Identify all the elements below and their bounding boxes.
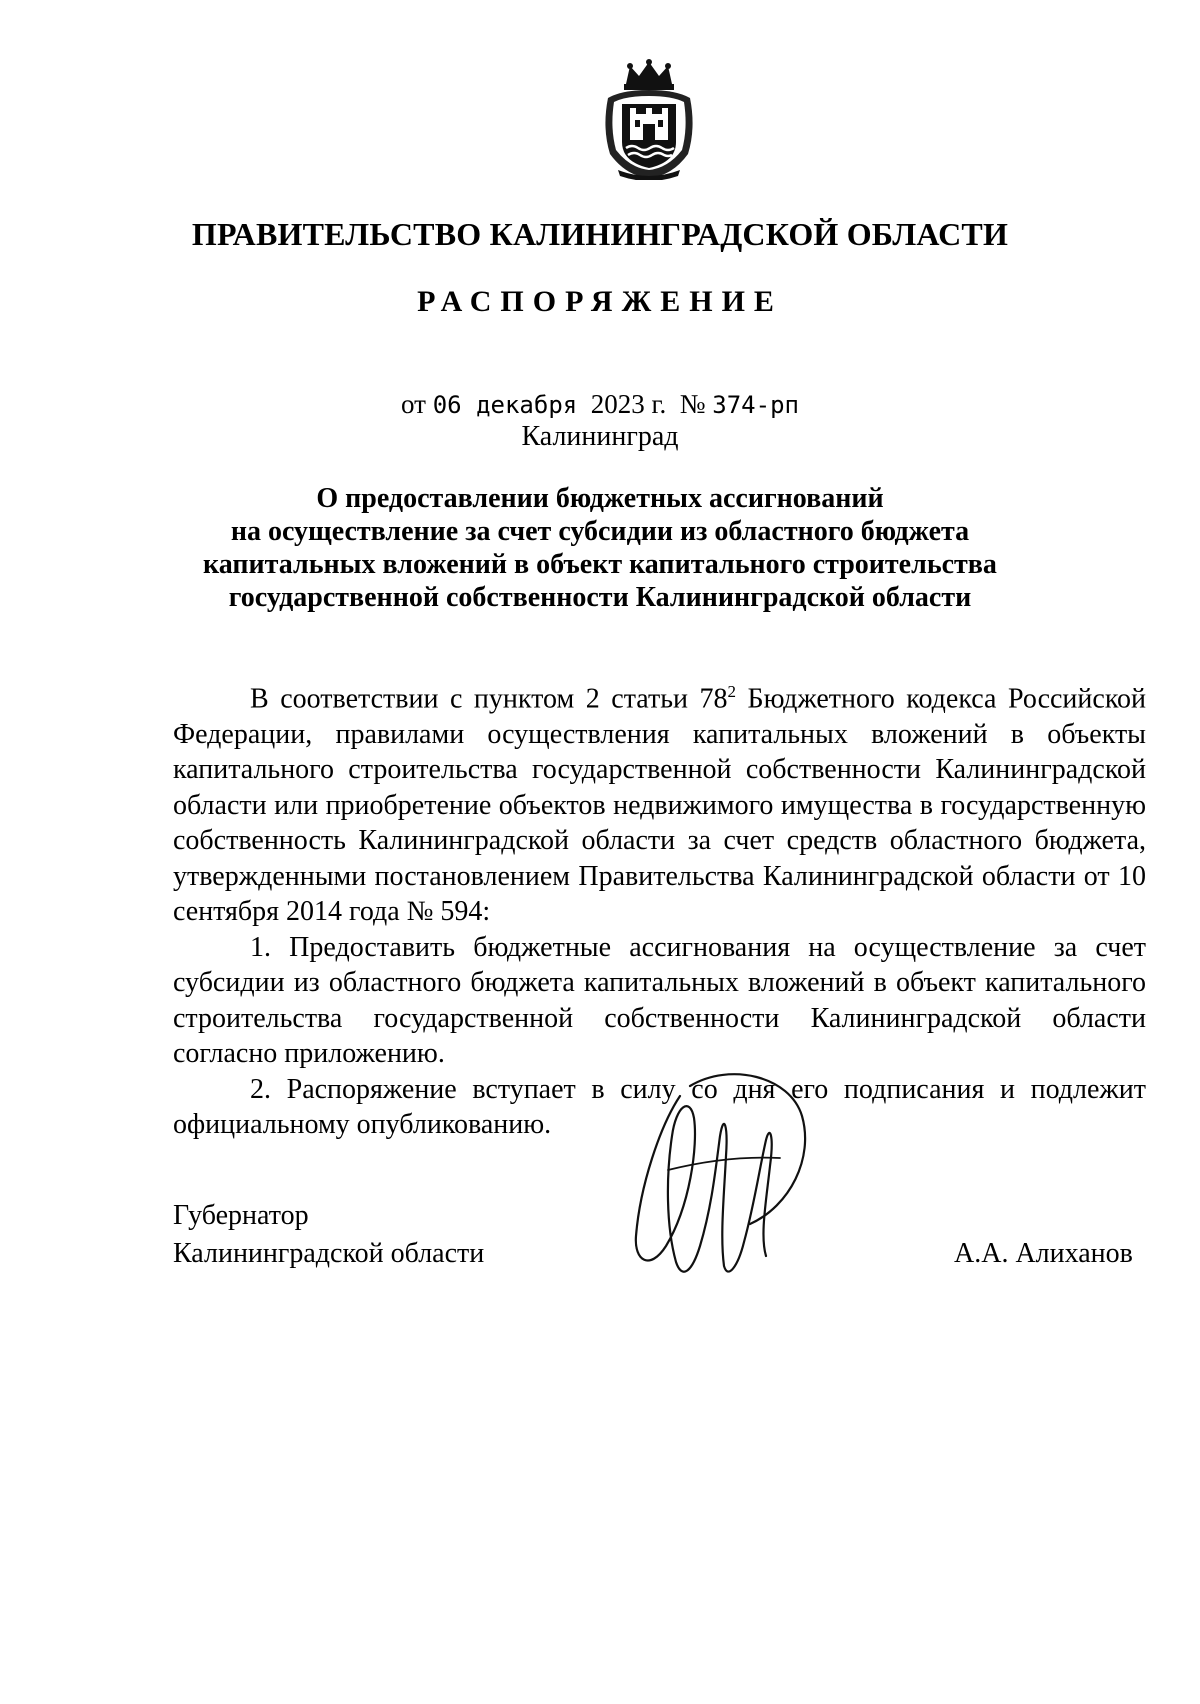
- document-subject: [0, 482, 1200, 614]
- subject-line: капитальных вложений в объект капитального строительства: [203, 549, 997, 580]
- signatory-name: А.А. Алиханов: [954, 1238, 1133, 1269]
- signatory-position: [173, 1197, 484, 1273]
- intro-text-start: В соответствии с пунктом 2 статьи 78: [250, 683, 728, 715]
- handwritten-signature: [620, 1066, 820, 1282]
- document-type-heading: РАСПОРЯЖЕНИЕ: [417, 285, 783, 318]
- number-sign: №: [679, 389, 706, 419]
- organization-title: ПРАВИТЕЛЬСТВО КАЛИНИНГРАДСКОЙ ОБЛАСТИ: [191, 216, 1009, 252]
- city-name: Калининград: [521, 421, 679, 452]
- item-1-paragraph: 1. Предоставить бюджетные ассигнования на осуществление за счет субсидии из областного бюджета капитальных вложений в объект капитального строительства государственной собственности Калининградской области согласно приложению.: [173, 931, 1146, 1070]
- coat-of-arms-emblem: [596, 58, 702, 180]
- document-number: 374-рп: [712, 391, 799, 419]
- subject-line: на осуществление за счет субсидии из областного бюджета: [230, 516, 970, 547]
- date-year: 2023 г.: [590, 389, 667, 419]
- subject-line: государственной собственности Калининградской области: [228, 582, 972, 613]
- position-line: Губернатор: [173, 1200, 309, 1231]
- intro-paragraph: [173, 674, 1146, 930]
- intro-text-end: Бюджетного кодекса Российской Федерации, правилами осуществления капитальных вложений в объекты капитального строительства государственной собственности Калининградской области или приобретение объектов недвижимого имущества в государственную собственность Калининградской области за счет средств областного бюджета, утвержденными постановлением Правительства Калининградской области от 10 сентября 2014 года № 594:: [173, 683, 1146, 928]
- date-day-month: 06 декабря: [432, 391, 578, 419]
- item-2-paragraph: 2. Распоряжение вступает в силу со дня его подписания и подлежит официальному опубликованию.: [173, 1073, 1146, 1141]
- article-superscript: 2: [727, 682, 736, 701]
- document-date-number: [0, 389, 1200, 420]
- date-prefix: от: [401, 389, 426, 419]
- position-line: Калининградской области: [173, 1238, 485, 1269]
- subject-line: О предоставлении бюджетных ассигнований: [316, 483, 884, 514]
